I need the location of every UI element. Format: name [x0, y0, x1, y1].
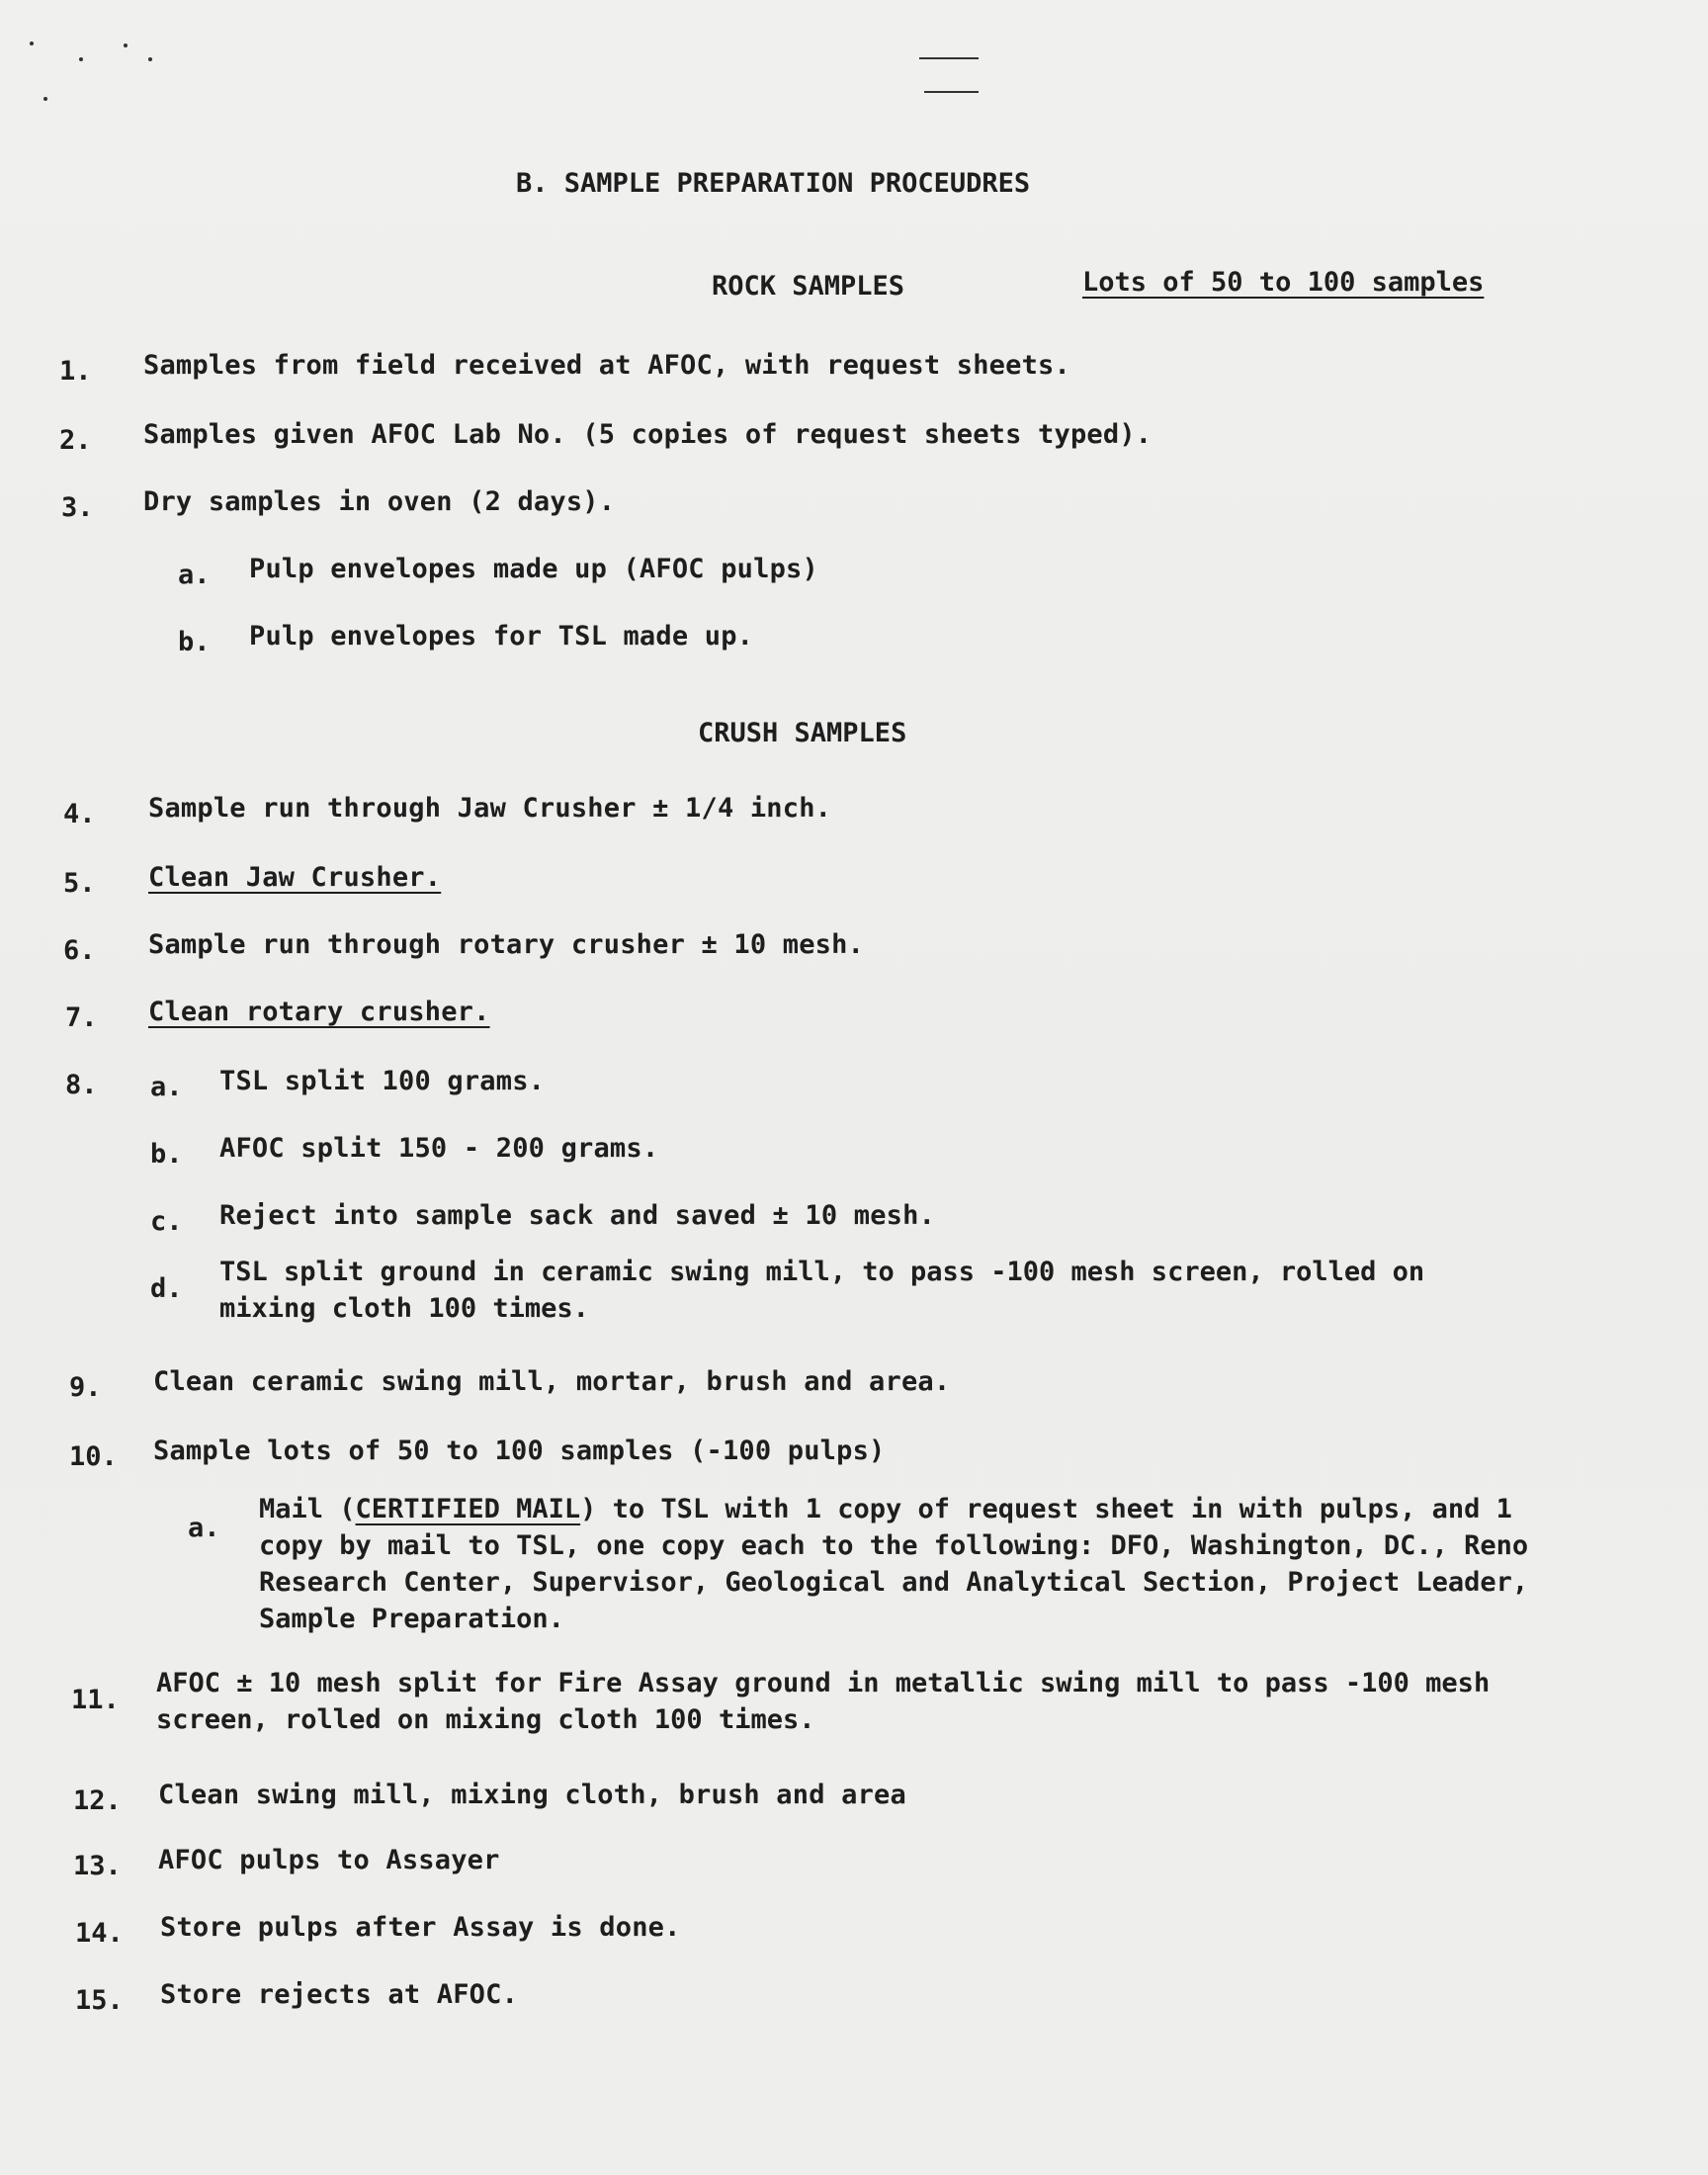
top-mark: [924, 91, 979, 93]
sub-item-letter: a.: [188, 1513, 220, 1543]
item-number: 9.: [69, 1372, 102, 1403]
list-item: Clean ceramic swing mill, mortar, brush and area.: [153, 1366, 951, 1397]
sub-item-letter: a.: [178, 560, 211, 590]
list-item: AFOC pulps to Assayer: [158, 1845, 500, 1875]
sub-item: TSL split 100 grams.: [219, 1066, 546, 1096]
item-number: 3.: [61, 492, 94, 523]
sub-item: TSL split ground in ceramic swing mill, to pass -100 mesh screen, rolled on mixing cloth 100 times.: [219, 1257, 1425, 1324]
list-item: Clean swing mill, mixing cloth, brush and area: [158, 1780, 906, 1810]
page-title: B. SAMPLE PREPARATION PROCEUDRES: [516, 168, 1031, 199]
list-item: Sample run through Jaw Crusher ± 1/4 inch.: [148, 793, 832, 824]
top-mark: [919, 57, 979, 59]
sub-item-letter: b.: [178, 627, 211, 657]
list-item: Clean rotary crusher.: [148, 997, 490, 1027]
sub-item-letter: d.: [150, 1273, 183, 1304]
item-number: 1.: [59, 356, 92, 387]
sub-item: Pulp envelopes for TSL made up.: [249, 621, 754, 652]
list-item: Sample lots of 50 to 100 samples (-100 pulps): [153, 1436, 886, 1466]
sub-item: Reject into sample sack and saved ± 10 mesh.: [219, 1200, 936, 1231]
item-number: 4.: [63, 799, 96, 829]
item-number: 7.: [65, 1002, 98, 1033]
item-number: 12.: [73, 1785, 122, 1816]
list-item: Samples from field received at AFOC, with request sheets.: [143, 350, 1070, 381]
list-item: Dry samples in oven (2 days).: [143, 486, 616, 517]
sub-item-letter: b.: [150, 1139, 183, 1170]
list-item: Clean Jaw Crusher.: [148, 862, 442, 893]
sub-item-letter: c.: [150, 1206, 183, 1237]
list-item: Sample run through rotary crusher ± 10 mesh.: [148, 929, 865, 960]
rock-samples-heading: ROCK SAMPLES: [712, 271, 905, 302]
mail-prefix: Mail (: [259, 1494, 356, 1524]
speck: [148, 57, 152, 61]
list-item: Store rejects at AFOC.: [160, 1979, 519, 2010]
speck: [30, 42, 34, 45]
item-number: 13.: [73, 1851, 122, 1881]
item-number: 5.: [63, 868, 96, 899]
list-item: Samples given AFOC Lab No. (5 copies of request sheets typed).: [143, 419, 1153, 450]
mail-rest: ) to TSL with 1 copy of request sheet in with pulps, and 1 copy by mail to TSL, one copy each to the following: DFO, Washington, DC., Reno Research Center, Supervisor, Geological and Analytical Section, Project Leader, Sample Preparation.: [259, 1494, 1529, 1634]
sub-item-letter: a.: [150, 1072, 183, 1102]
list-item: AFOC ± 10 mesh split for Fire Assay ground in metallic swing mill to pass -100 mesh screen, rolled on mixing cloth 100 times.: [156, 1668, 1491, 1735]
speck: [124, 44, 128, 47]
speck: [43, 97, 47, 101]
lots-note: Lots of 50 to 100 samples: [1082, 267, 1485, 298]
item-number: 6.: [63, 935, 96, 966]
sub-item: AFOC split 150 - 200 grams.: [219, 1133, 659, 1164]
crush-samples-heading: CRUSH SAMPLES: [698, 718, 907, 748]
item-number: 15.: [75, 1985, 124, 2016]
item-number: 11.: [71, 1685, 120, 1715]
list-item: Store pulps after Assay is done.: [160, 1912, 681, 1943]
sub-item-certified-mail: [259, 1491, 1564, 1637]
item-number: 2.: [59, 425, 92, 456]
speck: [79, 57, 83, 61]
item-number: 14.: [75, 1918, 124, 1949]
sub-item: Pulp envelopes made up (AFOC pulps): [249, 554, 818, 584]
item-number: 10.: [69, 1441, 118, 1472]
item-number: 8.: [65, 1070, 98, 1100]
certified-mail-label: CERTIFIED MAIL: [355, 1494, 581, 1524]
